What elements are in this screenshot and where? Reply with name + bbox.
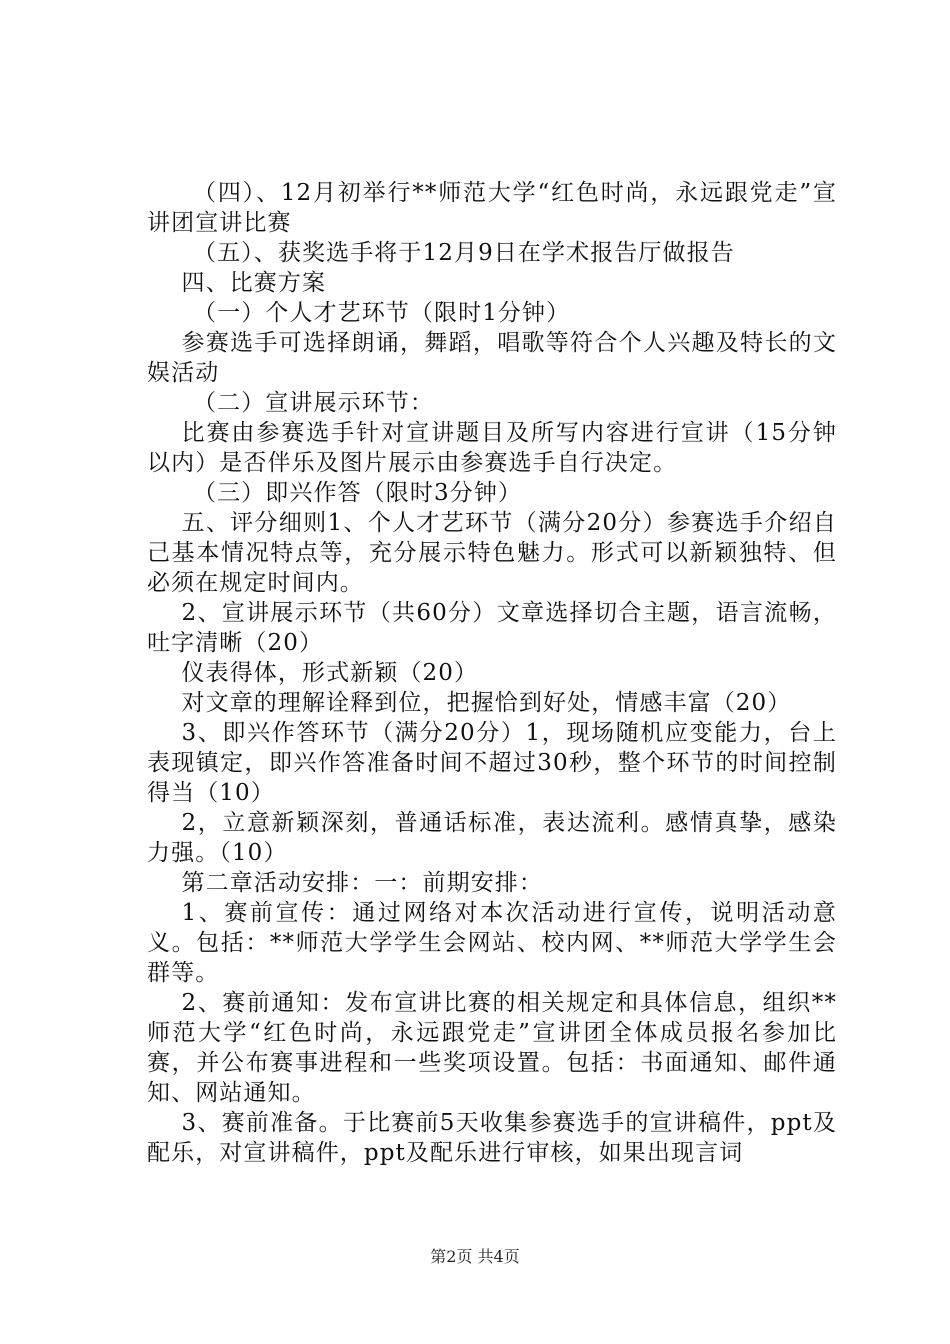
document-body (147, 178, 837, 1168)
page-footer: 第2页 共4页 (430, 1247, 520, 1266)
paragraph-chapter-two-heading: 第二章活动安排：一：前期安排： (181, 870, 543, 896)
paragraph-scoring-talent: 五、评分细则1、个人才艺环节（满分20分）参赛选手介绍自己基本情况特点等，充分展示特色魅力。形式可以新颖独特、但必须在规定时间内。 (147, 510, 837, 596)
paragraph-pre-event-preparation: 3、赛前准备。于比赛前5天收集参赛选手的宣讲稿件，ppt及配乐，对宣讲稿件，ppt及配乐进行审核，如果出现言词 (147, 1110, 837, 1166)
subheading-talent-segment: （一）个人才艺环节（限时1分钟） (193, 300, 571, 326)
subheading-impromptu-segment: （三）即兴作答（限时3分钟） (193, 480, 523, 506)
paragraph-pre-event-promotion: 1、赛前宣传：通过网络对本次活动进行宣传，说明活动意义。包括：**师范大学学生会网站、校内网、**师范大学学生会群等。 (147, 900, 837, 986)
paragraph-schedule-5: （五）、获奖选手将于12月9日在学术报告厅做报告 (193, 240, 735, 266)
paragraph-schedule-4: （四）、12月初举行**师范大学“红色时尚，永远跟党走”宣讲团宣讲比赛 (147, 180, 837, 236)
paragraph-scoring-speech: 2、宣讲展示环节（共60分）文章选择切合主题，语言流畅，吐字清晰（20） (147, 600, 837, 656)
paragraph-scoring-appearance: 仪表得体，形式新颖（20） (181, 660, 479, 686)
subheading-speech-segment: （二）宣讲展示环节： (193, 390, 434, 416)
paragraph-pre-event-notice: 2、赛前通知：发布宣讲比赛的相关规定和具体信息，组织**师范大学“红色时尚，永远跟党走”宣讲团全体成员报名参加比赛，并公布赛事进程和一些奖项设置。包括：书面通知、邮件通知、网站通知。 (147, 990, 837, 1106)
paragraph-scoring-interpretation: 对文章的理解诠释到位，把握恰到好处，情感丰富（20） (181, 690, 792, 716)
paragraph-scoring-expression: 2，立意新颖深刻，普通话标准，表达流利。感情真挚，感染力强。（10） (147, 810, 837, 866)
paragraph-talent-description: 参赛选手可选择朗诵，舞蹈，唱歌等符合个人兴趣及特长的文娱活动 (147, 330, 837, 386)
paragraph-scoring-impromptu: 3、即兴作答环节（满分20分）1，现场随机应变能力，台上表现镇定，即兴作答准备时间不超过30秒，整个环节的时间控制得当（10） (147, 720, 837, 806)
section-heading-competition-plan: 四、比赛方案 (181, 270, 327, 296)
paragraph-speech-description: 比赛由参赛选手针对宣讲题目及所写内容进行宣讲（15分钟以内）是否伴乐及图片展示由参赛选手自行决定。 (147, 420, 837, 476)
